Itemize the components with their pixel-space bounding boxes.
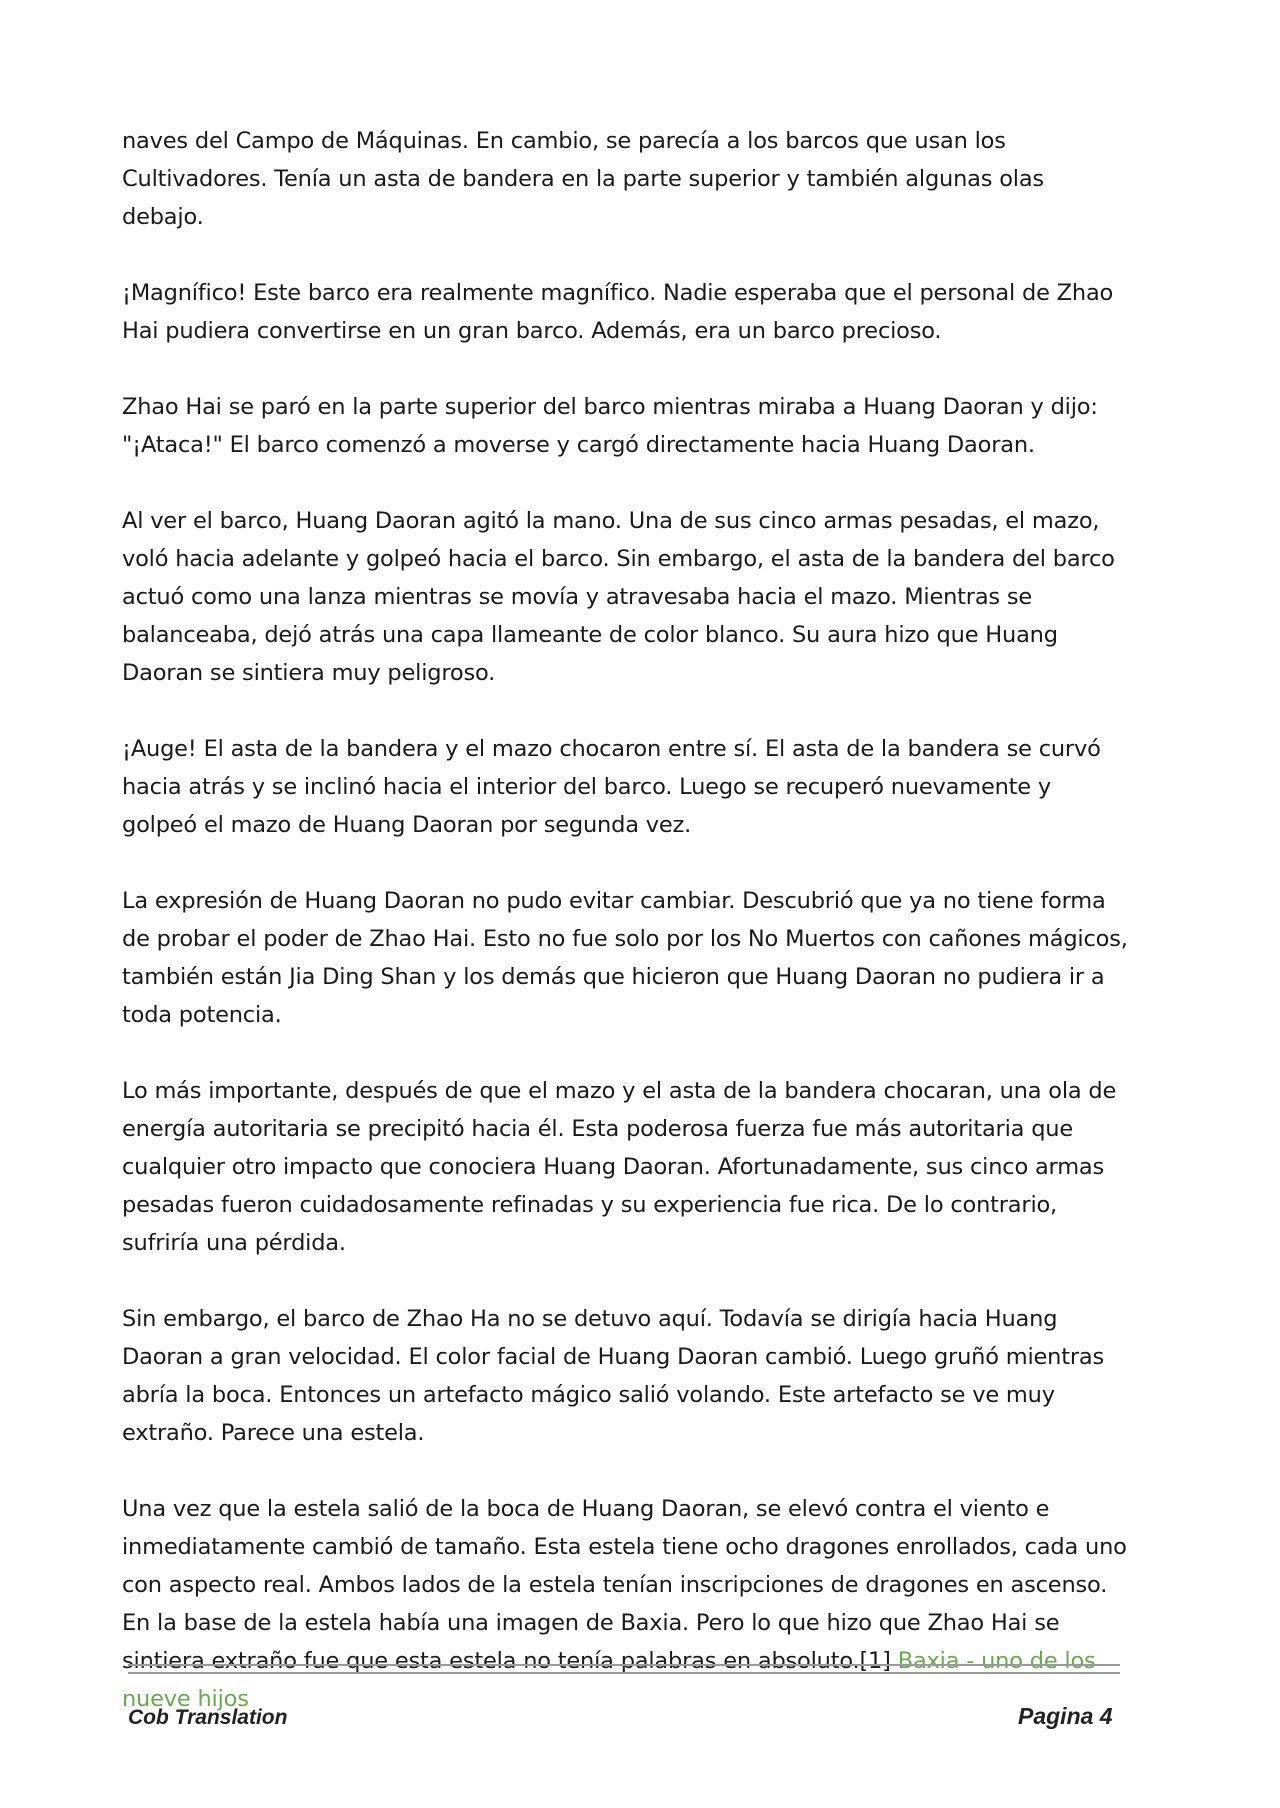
footer-divider-bottom: [128, 1672, 1120, 1674]
page-body: [122, 122, 1132, 1718]
paragraph-5: ¡Auge! El asta de la bandera y el mazo chocaron entre sí. El asta de la bandera se curvó hacia atrás y se inclinó hacia el interior del barco. Luego se recuperó nuevamente y golpeó el mazo de Huang Daoran por segunda vez.: [122, 736, 1101, 838]
paragraph-9: [122, 1490, 1132, 1718]
paragraph-2: ¡Magnífico! Este barco era realmente magnífico. Nadie esperaba que el personal de Zhao Hai pudiera convertirse en un gran barco. Además, era un barco precioso.: [122, 280, 1114, 344]
page-number: Pagina 4: [1018, 1703, 1113, 1729]
footer-credit: Cob Translation: [128, 1706, 288, 1729]
paragraph-4: Al ver el barco, Huang Daoran agitó la mano. Una de sus cinco armas pesadas, el mazo, voló hacia adelante y golpeó hacia el barco. Sin embargo, el asta de la bandera del barco actuó como una lanza mientras se movía y atravesaba hacia el mazo. Mientras se balanceaba, dejó atrás una capa llameante de color blanco. Su aura hizo que Huang Daoran se sintiera muy peligroso.: [122, 508, 1115, 686]
paragraph-3: Zhao Hai se paró en la parte superior del barco mientras miraba a Huang Daoran y dijo: "¡Ataca!" El barco comenzó a moverse y cargó directamente hacia Huang Daoran.: [122, 394, 1098, 458]
paragraph-7: Lo más importante, después de que el mazo y el asta de la bandera chocaran, una ola de energía autoritaria se precipitó hacia él. Esta poderosa fuerza fue más autoritaria que cualquier otro impacto que conociera Huang Daoran. Afortunadamente, sus cinco armas pesadas fueron cuidadosamente refinadas y su experiencia fue rica. De lo contrario, sufriría una pérdida.: [122, 1078, 1117, 1256]
paragraph-1: naves del Campo de Máquinas. En cambio, se parecía a los barcos que usan los Cultivadores. Tenía un asta de bandera en la parte superior y también algunas olas debajo.: [122, 128, 1044, 230]
paragraph-8: Sin embargo, el barco de Zhao Ha no se detuvo aquí. Todavía se dirigía hacia Huang Daoran a gran velocidad. El color facial de Huang Daoran cambió. Luego gruñó mientras abría la boca. Entonces un artefacto mágico salió volando. Este artefacto se ve muy extraño. Parece una estela.: [122, 1306, 1104, 1446]
paragraph-9-text: Una vez que la estela salió de la boca de Huang Daoran, se elevó contra el viento e inmediatamente cambió de tamaño. Esta estela tiene ocho dragones enrollados, cada uno con aspecto real. Ambos lados de la estela tenían inscripciones de dragones en ascenso. En la base de la estela había una imagen de Baxia. Pero lo que hizo que Zhao Hai se sintiera extraño fue que esta estela no tenía palabras en absoluto.: [122, 1496, 1127, 1674]
footer-divider-top: [128, 1664, 1120, 1666]
paragraph-6: La expresión de Huang Daoran no pudo evitar cambiar. Descubrió que ya no tiene forma de probar el poder de Zhao Hai. Esto no fue solo por los No Muertos con cañones mágicos, también están Jia Ding Shan y los demás que hicieron que Huang Daoran no pudiera ir a toda potencia.: [122, 888, 1128, 1028]
footnote-marker[interactable]: [1]: [859, 1648, 891, 1674]
footnote-link[interactable]: Baxia - uno de los nueve hijos: [122, 1648, 1096, 1712]
